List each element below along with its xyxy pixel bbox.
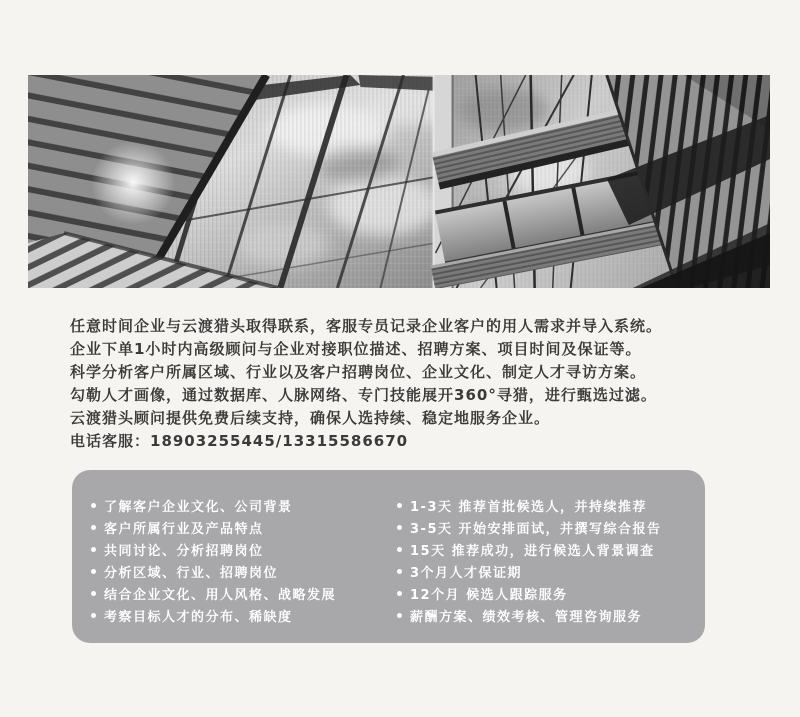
service-item-label: 结合企业文化、用人风格、战略发展 (104, 587, 337, 603)
intro-line: 勾勒人才画像，通过数据库、人脉网络、专门技能展开360°寻猎，进行甄选过滤。 (70, 386, 657, 404)
bullet-icon (91, 525, 96, 530)
service-item (91, 604, 391, 626)
bullet-icon (397, 569, 402, 574)
architecture-photo-graphic (28, 75, 770, 288)
services-column-left (91, 494, 391, 626)
service-item-label: 3个月人才保证期 (410, 565, 523, 581)
service-item-label: 共同讨论、分析招聘岗位 (104, 543, 264, 559)
service-item (91, 560, 391, 582)
intro-line: 任意时间企业与云渡猎头取得联系，客服专员记录企业客户的用人需求并导入系统。 (70, 317, 663, 335)
service-item-label: 薪酬方案、绩效考核、管理咨询服务 (410, 609, 643, 625)
service-item (91, 582, 391, 604)
intro-line: 企业下单1小时内高级顾问与企业对接职位描述、招聘方案、项目时间及保证等。 (70, 340, 642, 358)
service-item-label: 考察目标人才的分布、稀缺度 (104, 609, 293, 625)
service-item (91, 538, 391, 560)
bullet-icon (397, 525, 402, 530)
bullet-icon (91, 503, 96, 508)
service-item-label: 3-5天 开始安排面试，并撰写综合报告 (410, 521, 662, 537)
hero-architecture-photo (28, 75, 770, 288)
service-item-label: 12个月 候选人跟踪服务 (410, 587, 568, 603)
intro-paragraph (70, 315, 750, 453)
service-item (397, 494, 697, 516)
service-item (397, 560, 697, 582)
service-item-label: 分析区域、行业、招聘岗位 (104, 565, 279, 581)
phone-line: 电话客服：18903255445/13315586670 (70, 432, 409, 450)
service-item (397, 538, 697, 560)
bullet-icon (91, 613, 96, 618)
bullet-icon (91, 547, 96, 552)
bullet-icon (397, 503, 402, 508)
services-panel (72, 470, 705, 643)
bullet-icon (91, 591, 96, 596)
service-item (91, 516, 391, 538)
bullet-icon (397, 613, 402, 618)
intro-line: 科学分析客户所属区域、行业以及客户招聘岗位、企业文化、制定人才寻访方案。 (70, 363, 647, 381)
service-item (397, 516, 697, 538)
service-item (397, 604, 697, 626)
service-item-label: 15天 推荐成功，进行候选人背景调查 (410, 543, 655, 559)
intro-line: 云渡猎头顾问提供免费后续支持，确保人选持续、稳定地服务企业。 (70, 409, 551, 427)
service-item-label: 1-3天 推荐首批候选人，并持续推荐 (410, 499, 648, 515)
service-item (91, 494, 391, 516)
bullet-icon (397, 591, 402, 596)
services-column-right (397, 494, 697, 626)
service-item (397, 582, 697, 604)
service-item-label: 客户所属行业及产品特点 (104, 521, 264, 537)
bullet-icon (91, 569, 96, 574)
bullet-icon (397, 547, 402, 552)
service-item-label: 了解客户企业文化、公司背景 (104, 499, 293, 515)
